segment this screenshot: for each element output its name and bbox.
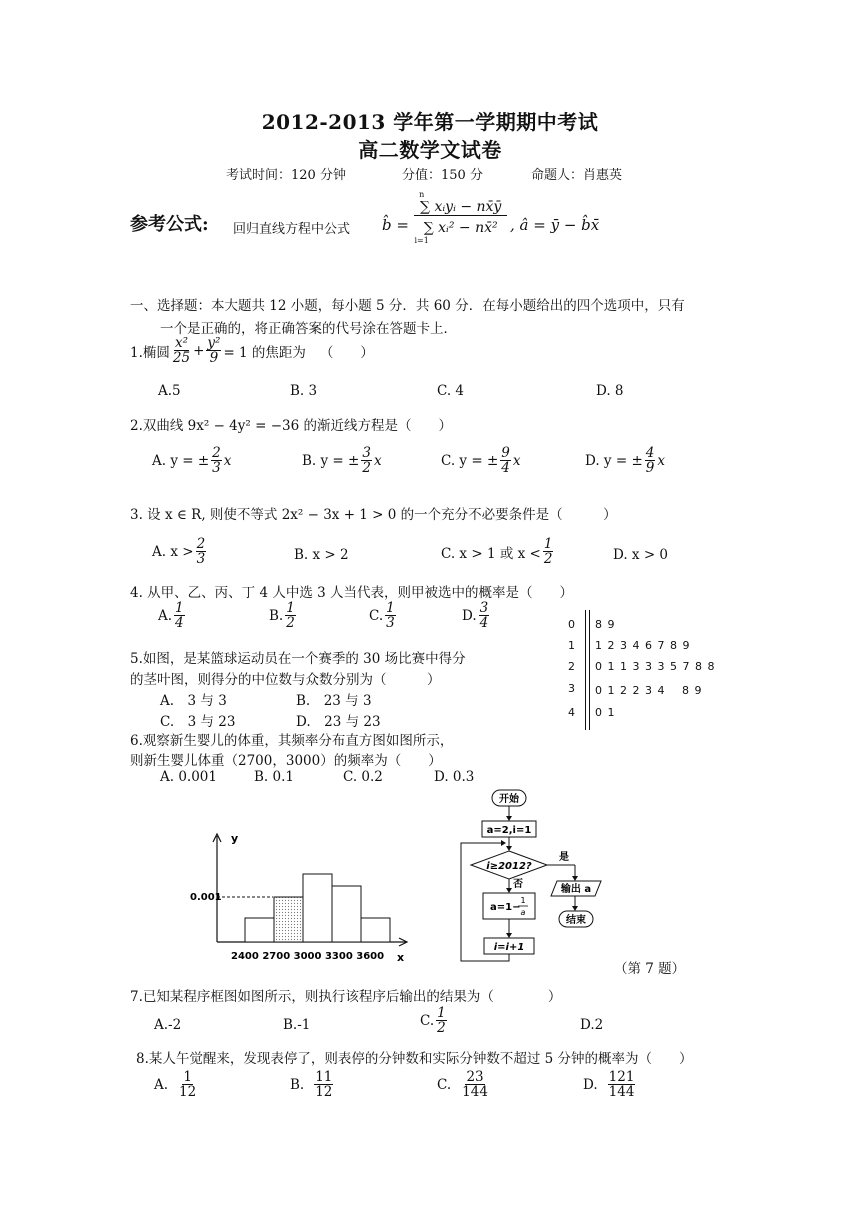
flowchart-figure bbox=[455, 786, 620, 966]
exam-subtitle: 高二数学文试卷 bbox=[358, 138, 502, 162]
q6-option-d: D. 0.3 bbox=[434, 769, 475, 785]
q3-option-a bbox=[152, 537, 208, 566]
q4-a-num: 1 bbox=[175, 600, 184, 616]
q3-c-den: 2 bbox=[543, 551, 553, 568]
q7-c-label: C. bbox=[420, 1012, 435, 1029]
q3-a-den: 3 bbox=[196, 551, 206, 568]
flowchart-output-label: 输出 a bbox=[560, 884, 592, 895]
q8-a-label: A. bbox=[154, 1076, 169, 1093]
histogram-x-label: x bbox=[397, 951, 405, 964]
stem-leaf-leaves-1: 1 2 3 4 6 7 8 9 bbox=[595, 639, 691, 652]
histogram-bar-1 bbox=[245, 918, 274, 942]
formula-sum-top: n bbox=[419, 190, 425, 199]
section-instructions-line1: 一、选择题：本大题共 12 小题，每小题 5 分．共 60 分．在每小题给出的四个选项中，只有 bbox=[130, 298, 685, 314]
flowchart-increment-label: i=i+1 bbox=[493, 942, 525, 953]
q4-option-a bbox=[158, 601, 187, 630]
q6-option-b: B. 0.1 bbox=[254, 769, 294, 785]
flowchart-no-label: 否 bbox=[513, 879, 523, 890]
formula-fraction bbox=[414, 190, 507, 245]
q2-d-label: D. y = ± bbox=[585, 452, 643, 469]
q8-option-a bbox=[154, 1070, 199, 1099]
formula-denominator: ∑ xᵢ² − nx̄² bbox=[423, 220, 498, 236]
q8-d-label: D. bbox=[583, 1076, 598, 1093]
q2-c-label: C. y = ± bbox=[441, 452, 499, 469]
flowchart-assign-label: a=1− bbox=[490, 902, 521, 913]
q2-d-tail: x bbox=[657, 452, 665, 469]
formula-sum-bottom: i=1 bbox=[414, 236, 429, 245]
section-instructions-line2: 一个是正确的，将正确答案的代号涂在答题卡上． bbox=[160, 321, 457, 337]
histogram-bar-3 bbox=[303, 874, 332, 942]
q4-b-den: 2 bbox=[286, 615, 295, 632]
q2-b-tail: x bbox=[373, 452, 382, 469]
stem-leaf-leaves-0: 8 9 bbox=[595, 618, 616, 631]
stem-leaf-stem-3: 3 bbox=[568, 682, 575, 695]
q1-frac1-num: x² bbox=[174, 335, 188, 351]
q8-c-label: C. bbox=[437, 1076, 452, 1093]
q2-a-label: A. y = ± bbox=[152, 452, 210, 469]
histogram-y-tick: 0.001 bbox=[190, 892, 222, 903]
q8-option-b bbox=[290, 1070, 335, 1099]
stem-leaf-plot bbox=[563, 610, 753, 730]
flowchart-end-label: 结束 bbox=[566, 915, 586, 926]
q8-b-num: 11 bbox=[315, 1069, 333, 1085]
q1-paren: （ ） bbox=[319, 344, 374, 361]
q5-option-b: B. 23 与 3 bbox=[296, 693, 372, 709]
formula-desc: 回归直线方程中公式 bbox=[233, 222, 351, 237]
q5-option-c: C. 3 与 23 bbox=[160, 714, 236, 730]
q1-option-a: A.5 bbox=[158, 383, 181, 399]
question-8: 8.某人午觉醒来，发现表停了，则表停的分钟数和实际分钟数不超过 5 分钟的概率为（ ） bbox=[136, 1051, 693, 1067]
q2-option-d bbox=[585, 446, 665, 475]
stem-leaf-stem-0: 0 bbox=[568, 618, 575, 631]
q2-option-a bbox=[152, 446, 231, 475]
q5-option-d: D. 23 与 23 bbox=[296, 714, 381, 730]
q4-option-b bbox=[269, 601, 298, 630]
flowchart-yes-label: 是 bbox=[559, 852, 569, 863]
q1-eq: = 1 的焦距为 bbox=[223, 344, 306, 361]
stem-leaf-leaves-4: 0 1 bbox=[595, 706, 616, 719]
histogram-y-label: y bbox=[231, 832, 239, 845]
question-6-line2: 则新生婴儿体重（2700，3000）的频率为（ ） bbox=[130, 753, 442, 769]
q2-a-den: 3 bbox=[212, 460, 221, 477]
question-1 bbox=[130, 336, 374, 365]
q3-option-d: D. x > 0 bbox=[613, 547, 669, 563]
q6-option-c: C. 0.2 bbox=[343, 769, 383, 785]
flowchart-start-label: 开始 bbox=[499, 794, 519, 805]
q1-option-c: C. 4 bbox=[437, 383, 465, 399]
formula-a-hat: , â = ȳ − b̂x̄ bbox=[510, 216, 600, 234]
q1-frac2-den: 9 bbox=[209, 350, 219, 367]
q7-option-d: D.2 bbox=[580, 1017, 604, 1033]
exam-score: 分值：150 分 bbox=[402, 168, 483, 183]
histogram-bar-5 bbox=[361, 918, 390, 942]
q4-c-den: 3 bbox=[386, 615, 395, 632]
q8-option-c bbox=[437, 1070, 491, 1099]
stem-leaf-leaves-3: 0 1 2 2 3 4 8 9 bbox=[595, 684, 703, 697]
question-7: 7.已知某程序框图如图所示，则执行该程序后输出的结果为（ ） bbox=[130, 989, 562, 1005]
formula-b-hat: b̂ = bbox=[382, 216, 409, 234]
q1-plus: + bbox=[193, 342, 205, 359]
q3-a-label: A. x > bbox=[152, 543, 194, 560]
q8-c-den: 144 bbox=[462, 1084, 488, 1101]
stem-leaf-stem-4: 4 bbox=[568, 706, 575, 719]
q4-option-d bbox=[462, 601, 491, 630]
stem-leaf-stem-1: 1 bbox=[568, 639, 575, 652]
formula-numerator: ∑ xᵢyᵢ − nx̄ȳ bbox=[414, 199, 507, 216]
q4-b-label: B. bbox=[269, 607, 284, 624]
question-5-line1: 5.如图，是某篮球运动员在一个赛季的 30 场比赛中得分 bbox=[130, 651, 466, 667]
exam-title: 2012-2013 学年第一学期期中考试 bbox=[261, 110, 599, 134]
q8-d-num: 121 bbox=[608, 1069, 635, 1085]
q4-d-label: D. bbox=[462, 607, 477, 624]
histogram-bar-4 bbox=[332, 886, 361, 942]
q3-c-label: C. x > 1 或 x < bbox=[441, 545, 541, 562]
flowchart-assign-den: a bbox=[520, 908, 526, 917]
q2-option-b bbox=[302, 446, 382, 475]
q2-a-tail: x bbox=[223, 452, 232, 469]
q8-d-den: 144 bbox=[608, 1084, 635, 1101]
q2-b-num: 3 bbox=[362, 445, 371, 461]
q8-b-den: 12 bbox=[315, 1084, 333, 1101]
q1-prefix: 1.椭圆 bbox=[130, 344, 170, 361]
q2-option-c bbox=[441, 446, 520, 475]
q1-frac2-num: y² bbox=[207, 335, 221, 351]
histogram-bar-2 bbox=[274, 897, 303, 942]
stem-leaf-stem-2: 2 bbox=[568, 660, 575, 673]
q4-d-num: 3 bbox=[479, 600, 489, 616]
q7-option-b: B.-1 bbox=[283, 1017, 311, 1033]
q7-option-a: A.-2 bbox=[154, 1017, 182, 1033]
histogram-x-ticks: 2400 2700 3000 3300 3600 bbox=[231, 951, 385, 962]
q4-a-den: 4 bbox=[175, 615, 184, 632]
question-5-line2: 的茎叶图，则得分的中位数与众数分别为（ ） bbox=[130, 672, 441, 688]
flowchart-condition-label: i≥2012? bbox=[486, 861, 532, 872]
q2-d-num: 4 bbox=[645, 445, 655, 461]
question-2: 2.双曲线 9x² − 4y² = −36 的渐近线方程是（ ） bbox=[130, 418, 452, 434]
q1-option-d: D. 8 bbox=[596, 383, 624, 399]
flowchart-assign-num: 1 bbox=[520, 896, 526, 905]
q4-c-num: 1 bbox=[386, 600, 395, 616]
q4-b-num: 1 bbox=[286, 600, 295, 616]
q3-a-num: 2 bbox=[196, 536, 206, 552]
q4-option-c bbox=[369, 601, 398, 630]
q8-b-label: B. bbox=[290, 1076, 305, 1093]
q2-a-num: 2 bbox=[212, 445, 221, 461]
q3-option-c bbox=[441, 537, 555, 566]
histogram-figure bbox=[185, 830, 415, 970]
flowchart-init-label: a=2,i=1 bbox=[486, 825, 532, 836]
q4-d-den: 4 bbox=[479, 615, 489, 632]
q8-c-num: 23 bbox=[466, 1069, 484, 1085]
q2-c-num: 9 bbox=[501, 445, 510, 461]
q8-a-num: 1 bbox=[183, 1069, 192, 1085]
q7-c-den: 2 bbox=[437, 1020, 446, 1037]
q2-b-den: 2 bbox=[362, 460, 371, 477]
q1-frac1-den: 25 bbox=[172, 350, 191, 367]
q3-c-num: 1 bbox=[543, 536, 553, 552]
formula-label: 参考公式: bbox=[130, 214, 209, 235]
question-3: 3. 设 x ∈ R, 则使不等式 2x² − 3x + 1 > 0 的一个充分不必要条件是（ ） bbox=[130, 507, 617, 523]
q4-c-label: C. bbox=[369, 607, 384, 624]
question-4: 4. 从甲、乙、丙、丁 4 人中选 3 人当代表，则甲被选中的概率是（ ） bbox=[130, 585, 574, 601]
q2-c-den: 4 bbox=[501, 460, 510, 477]
q8-a-den: 12 bbox=[179, 1084, 197, 1101]
q1-option-b: B. 3 bbox=[290, 383, 318, 399]
q3-option-b: B. x > 2 bbox=[294, 547, 349, 563]
exam-author: 命题人：肖惠英 bbox=[531, 168, 623, 183]
exam-time: 考试时间：120 分钟 bbox=[226, 168, 346, 183]
q2-c-tail: x bbox=[512, 452, 521, 469]
q5-option-a: A. 3 与 3 bbox=[160, 693, 227, 709]
q6-option-a: A. 0.001 bbox=[160, 769, 217, 785]
q2-b-label: B. y = ± bbox=[302, 452, 360, 469]
question-6-line1: 6.观察新生婴儿的体重，其频率分布直方图如图所示， bbox=[130, 733, 454, 749]
q7-c-num: 1 bbox=[437, 1005, 446, 1021]
q2-d-den: 9 bbox=[645, 460, 655, 477]
stem-leaf-leaves-2: 0 1 1 3 3 3 5 7 8 8 bbox=[595, 660, 716, 673]
q7-option-c bbox=[420, 1006, 449, 1035]
q4-a-label: A. bbox=[158, 607, 173, 624]
q8-option-d bbox=[583, 1070, 637, 1099]
figure-7-caption: （第 7 题） bbox=[614, 961, 686, 977]
